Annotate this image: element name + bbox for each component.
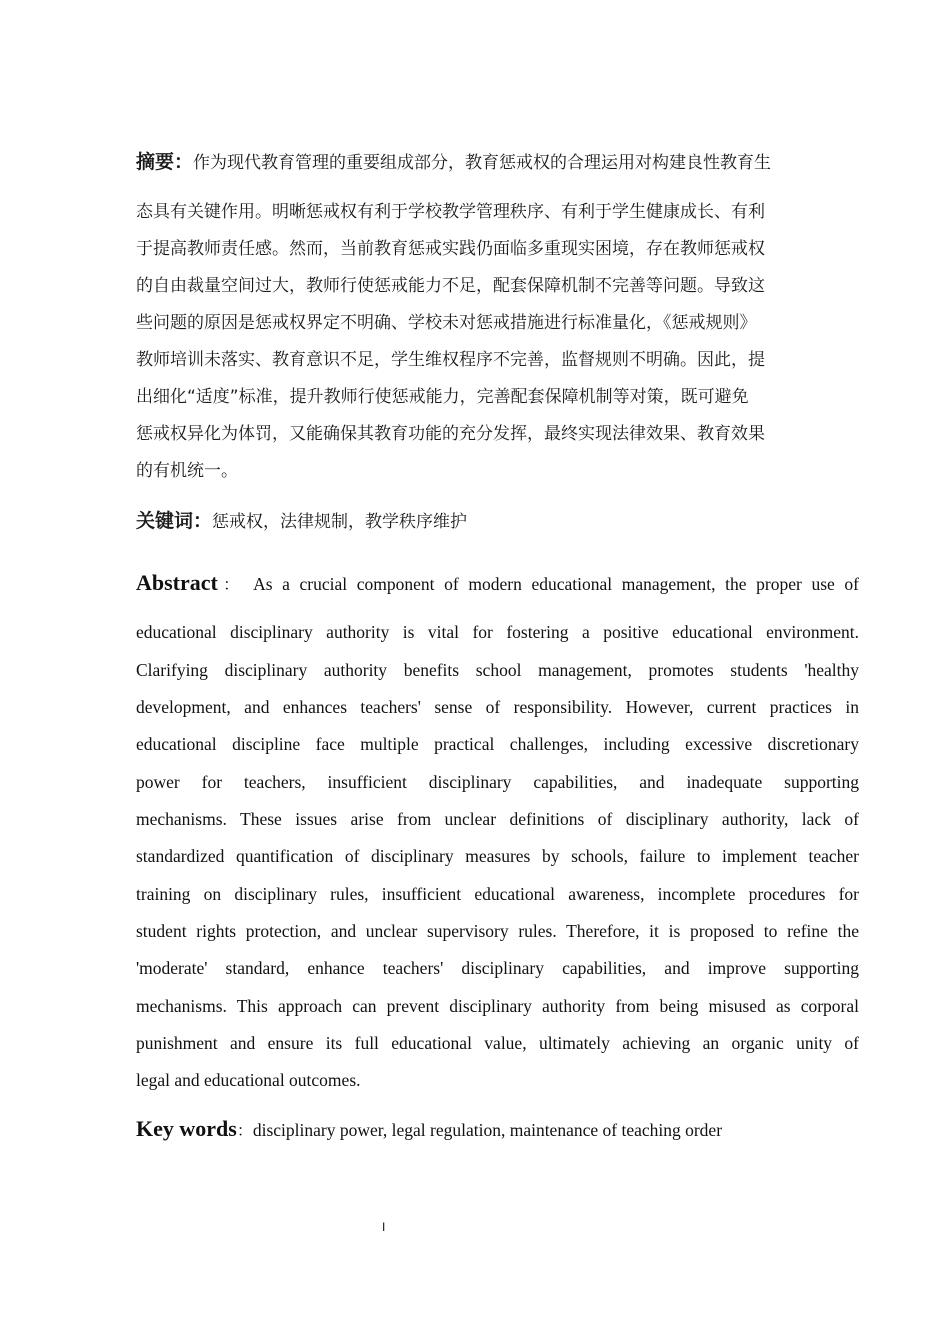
english-abstract-line: development, and enhances teachers' sense of responsibility. However, current practices in	[136, 697, 859, 717]
english-abstract-label: Abstract	[136, 570, 218, 595]
chinese-keywords-label: 关键词：	[136, 510, 213, 532]
english-abstract-line: punishment and ensure its full educational value, ultimately achieving an organic unity of	[136, 1033, 859, 1053]
english-keywords	[136, 1117, 859, 1141]
english-keywords-label: Key words	[136, 1116, 237, 1141]
english-abstract-line: educational disciplinary authority is vital for fostering a positive educational environment.	[136, 622, 859, 642]
chinese-abstract-line: 的自由裁量空间过大，教师行使惩戒能力不足，配套保障机制不完善等问题。导致这	[136, 276, 765, 296]
chinese-abstract-line	[136, 150, 771, 174]
page-number: I	[382, 1220, 386, 1234]
english-abstract-line: Clarifying disciplinary authority benefits school management, promotes students 'healthy	[136, 660, 859, 680]
chinese-abstract-line: 些问题的原因是惩戒权界定不明确、学校未对惩戒措施进行标准量化，《惩戒规则》	[136, 313, 757, 333]
chinese-abstract-line: 的有机统一。	[136, 461, 238, 481]
chinese-abstract-line: 态具有关键作用。明晰惩戒权有利于学校教学管理秩序、有利于学生健康成长、有利	[136, 202, 765, 222]
chinese-abstract-label: 摘要：	[136, 151, 194, 173]
english-abstract-line: legal and educational outcomes.	[136, 1070, 361, 1090]
english-keywords-separator: ：	[236, 1121, 253, 1140]
english-abstract-line: mechanisms. These issues arise from unclear definitions of disciplinary authority, lack of	[136, 809, 859, 829]
chinese-abstract-line: 出细化“适度”标准，提升教师行使惩戒能力，完善配套保障机制等对策，既可避免	[136, 387, 749, 407]
chinese-abstract-line: 教师培训未落实、教育意识不足，学生维权程序不完善，监督规则不明确。因此，提	[136, 350, 765, 370]
chinese-abstract-line: 惩戒权异化为体罚，又能确保其教育功能的充分发挥，最终实现法律效果、教育效果	[136, 424, 765, 444]
chinese-abstract-line: 于提高教师责任感。然而，当前教育惩戒实践仍面临多重现实困境，存在教师惩戒权	[136, 239, 765, 259]
english-abstract-line	[136, 571, 859, 595]
english-abstract-line: educational discipline face multiple practical challenges, including excessive discretionary	[136, 734, 859, 754]
english-abstract-line: 'moderate' standard, enhance teachers' disciplinary capabilities, and improve supporting	[136, 958, 859, 978]
english-abstract-line: student rights protection, and unclear supervisory rules. Therefore, it is proposed to refine the	[136, 921, 859, 941]
english-abstract-separator: ：	[217, 575, 245, 594]
english-keywords-text: disciplinary power, legal regulation, maintenance of teaching order	[252, 1120, 723, 1140]
chinese-abstract-text: 作为现代教育管理的重要组成部分，教育惩戒权的合理运用对构建良性教育生	[193, 153, 772, 173]
chinese-keywords	[136, 509, 467, 533]
english-abstract-line: standardized quantification of disciplinary measures by schools, failure to implement teacher	[136, 846, 859, 866]
english-abstract-line: mechanisms. This approach can prevent disciplinary authority from being misused as corporal	[136, 996, 859, 1016]
chinese-keywords-text: 惩戒权，法律规制，教学秩序维护	[212, 512, 468, 532]
english-abstract-line: power for teachers, insufficient disciplinary capabilities, and inadequate supporting	[136, 772, 859, 792]
english-abstract-text: As a crucial component of modern educational management, the proper use of	[253, 574, 859, 594]
english-abstract-line: training on disciplinary rules, insufficient educational awareness, incomplete procedures for	[136, 884, 859, 904]
